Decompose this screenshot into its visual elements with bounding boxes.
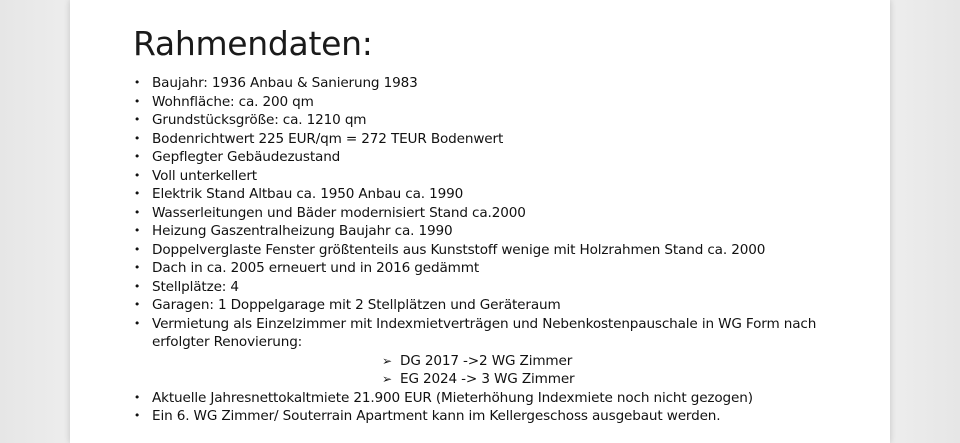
bullet-text: Gepflegter Gebäudezustand xyxy=(152,149,341,165)
bullet-text: Wasserleitungen und Bäder modernisiert Stand ca.2000 xyxy=(152,204,526,221)
bullet-marker: • xyxy=(133,316,141,330)
bullet-marker: • xyxy=(133,242,141,256)
slide-title: Rahmendaten: xyxy=(133,24,373,63)
arrow-bullet-icon: ➢ xyxy=(382,353,392,368)
bullet-item xyxy=(132,389,852,408)
bullet-text: Wohnfläche: ca. 200 qm xyxy=(152,93,314,110)
slide-page xyxy=(70,0,890,443)
bullet-marker: • xyxy=(133,409,141,422)
bullet-item xyxy=(132,111,852,130)
bullet-text: Dach in ca. 2005 erneuert und in 2016 gedämmt xyxy=(152,260,480,276)
bullet-text: Doppelverglaste Fenster größtenteils aus Kunststoff wenige mit Holzrahmen Stand ca. 2000 xyxy=(152,241,766,258)
bullet-item xyxy=(132,278,852,297)
bullet-text: Aktuelle Jahresnettokaltmiete 21.900 EUR (Mieterhöhung Indexmiete noch nicht gezogen) xyxy=(152,389,753,406)
bullet-marker: • xyxy=(133,261,141,274)
bullet-item xyxy=(132,148,852,167)
bullet-item xyxy=(132,241,852,260)
bullet-marker: • xyxy=(133,94,141,108)
bullet-item xyxy=(132,315,852,389)
sub-bullet-item xyxy=(382,370,852,389)
bullet-marker: • xyxy=(133,113,141,126)
sub-bullet-list xyxy=(152,352,852,389)
sub-bullet-text: EG 2024 -> 3 WG Zimmer xyxy=(400,371,575,387)
bullet-text: Baujahr: 1936 Anbau & Sanierung 1983 xyxy=(152,75,418,91)
bullet-item xyxy=(132,167,852,186)
bullet-marker: • xyxy=(133,131,141,145)
bullet-marker: • xyxy=(133,224,141,237)
bullet-item xyxy=(132,204,852,223)
bullet-item xyxy=(132,407,852,426)
bullet-marker: • xyxy=(133,187,141,200)
bullet-text: Grundstücksgröße: ca. 1210 qm xyxy=(152,112,367,128)
bullet-text: Vermietung als Einzelzimmer mit Indexmietverträgen und Nebenkostenpauschale in WG Form nach erfolgter Renovierung: xyxy=(152,315,817,350)
bullet-marker: • xyxy=(133,205,141,219)
bullet-text: Garagen: 1 Doppelgarage mit 2 Stellplätzen und Geräteraum xyxy=(152,297,561,313)
bullet-list xyxy=(132,74,852,426)
bullet-marker: • xyxy=(133,390,141,404)
bullet-text: Voll unterkellert xyxy=(152,167,257,184)
bullet-text: Stellplätze: 4 xyxy=(152,278,239,295)
bullet-item xyxy=(132,130,852,149)
bullet-item xyxy=(132,296,852,315)
bullet-text: Ein 6. WG Zimmer/ Souterrain Apartment kann im Kellergeschoss ausgebaut werden. xyxy=(152,408,721,424)
arrow-bullet-icon: ➢ xyxy=(382,372,392,386)
sub-bullet-item xyxy=(382,352,852,371)
bullet-item xyxy=(132,185,852,204)
bullet-marker: • xyxy=(133,298,141,311)
bullet-text: Bodenrichtwert 225 EUR/qm = 272 TEUR Bodenwert xyxy=(152,130,504,147)
bullet-text: Heizung Gaszentralheizung Baujahr ca. 1990 xyxy=(152,223,453,239)
bullet-marker: • xyxy=(133,76,141,89)
bullet-marker: • xyxy=(133,168,141,182)
sub-bullet-text: DG 2017 ->2 WG Zimmer xyxy=(400,352,573,369)
bullet-item xyxy=(132,259,852,278)
bullet-marker: • xyxy=(133,150,141,163)
bullet-item xyxy=(132,222,852,241)
bullet-text: Elektrik Stand Altbau ca. 1950 Anbau ca. 1990 xyxy=(152,186,464,202)
bullet-item xyxy=(132,93,852,112)
bullet-marker: • xyxy=(133,279,141,293)
bullet-item xyxy=(132,74,852,93)
